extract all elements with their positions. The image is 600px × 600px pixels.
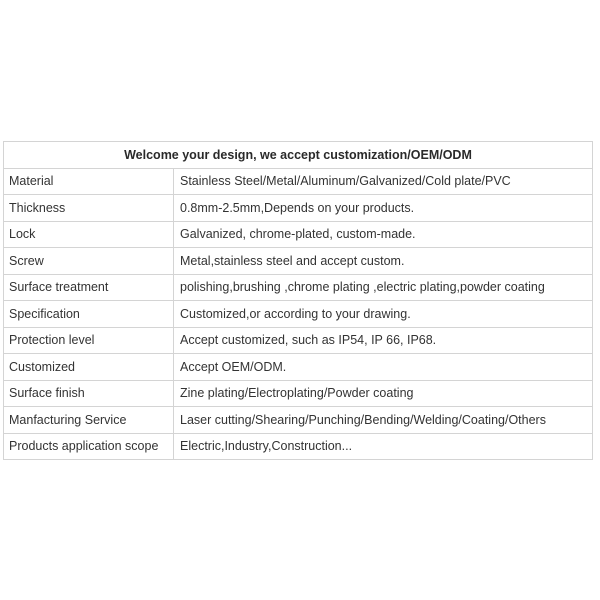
row-value: Electric,Industry,Construction... — [174, 433, 593, 460]
table-row — [4, 168, 593, 195]
table-row — [4, 221, 593, 248]
row-label: Surface treatment — [4, 274, 174, 301]
row-value: Stainless Steel/Metal/Aluminum/Galvanized/Cold plate/PVC — [174, 168, 593, 195]
table-row — [4, 407, 593, 434]
table-header-row — [4, 142, 593, 169]
table-row — [4, 301, 593, 328]
row-label: Manfacturing Service — [4, 407, 174, 434]
row-value: Accept OEM/ODM. — [174, 354, 593, 381]
row-label: Products application scope — [4, 433, 174, 460]
row-label: Lock — [4, 221, 174, 248]
table-row — [4, 354, 593, 381]
row-label: Material — [4, 168, 174, 195]
table-title: Welcome your design, we accept customization/OEM/ODM — [4, 142, 593, 169]
row-value: Customized,or according to your drawing. — [174, 301, 593, 328]
row-value: polishing,brushing ,chrome plating ,electric plating,powder coating — [174, 274, 593, 301]
row-label: Surface finish — [4, 380, 174, 407]
row-value: Accept customized, such as IP54, IP 66, IP68. — [174, 327, 593, 354]
table-row — [4, 433, 593, 460]
row-value: Galvanized, chrome-plated, custom-made. — [174, 221, 593, 248]
table-row — [4, 248, 593, 275]
row-label: Thickness — [4, 195, 174, 222]
table-row — [4, 274, 593, 301]
row-label: Protection level — [4, 327, 174, 354]
row-label: Customized — [4, 354, 174, 381]
row-value: Zine plating/Electroplating/Powder coating — [174, 380, 593, 407]
row-label: Specification — [4, 301, 174, 328]
row-value: Metal,stainless steel and accept custom. — [174, 248, 593, 275]
table-row — [4, 380, 593, 407]
table-row — [4, 195, 593, 222]
row-value: 0.8mm-2.5mm,Depends on your products. — [174, 195, 593, 222]
row-label: Screw — [4, 248, 174, 275]
table-row — [4, 327, 593, 354]
spec-table — [3, 141, 593, 460]
row-value: Laser cutting/Shearing/Punching/Bending/Welding/Coating/Others — [174, 407, 593, 434]
